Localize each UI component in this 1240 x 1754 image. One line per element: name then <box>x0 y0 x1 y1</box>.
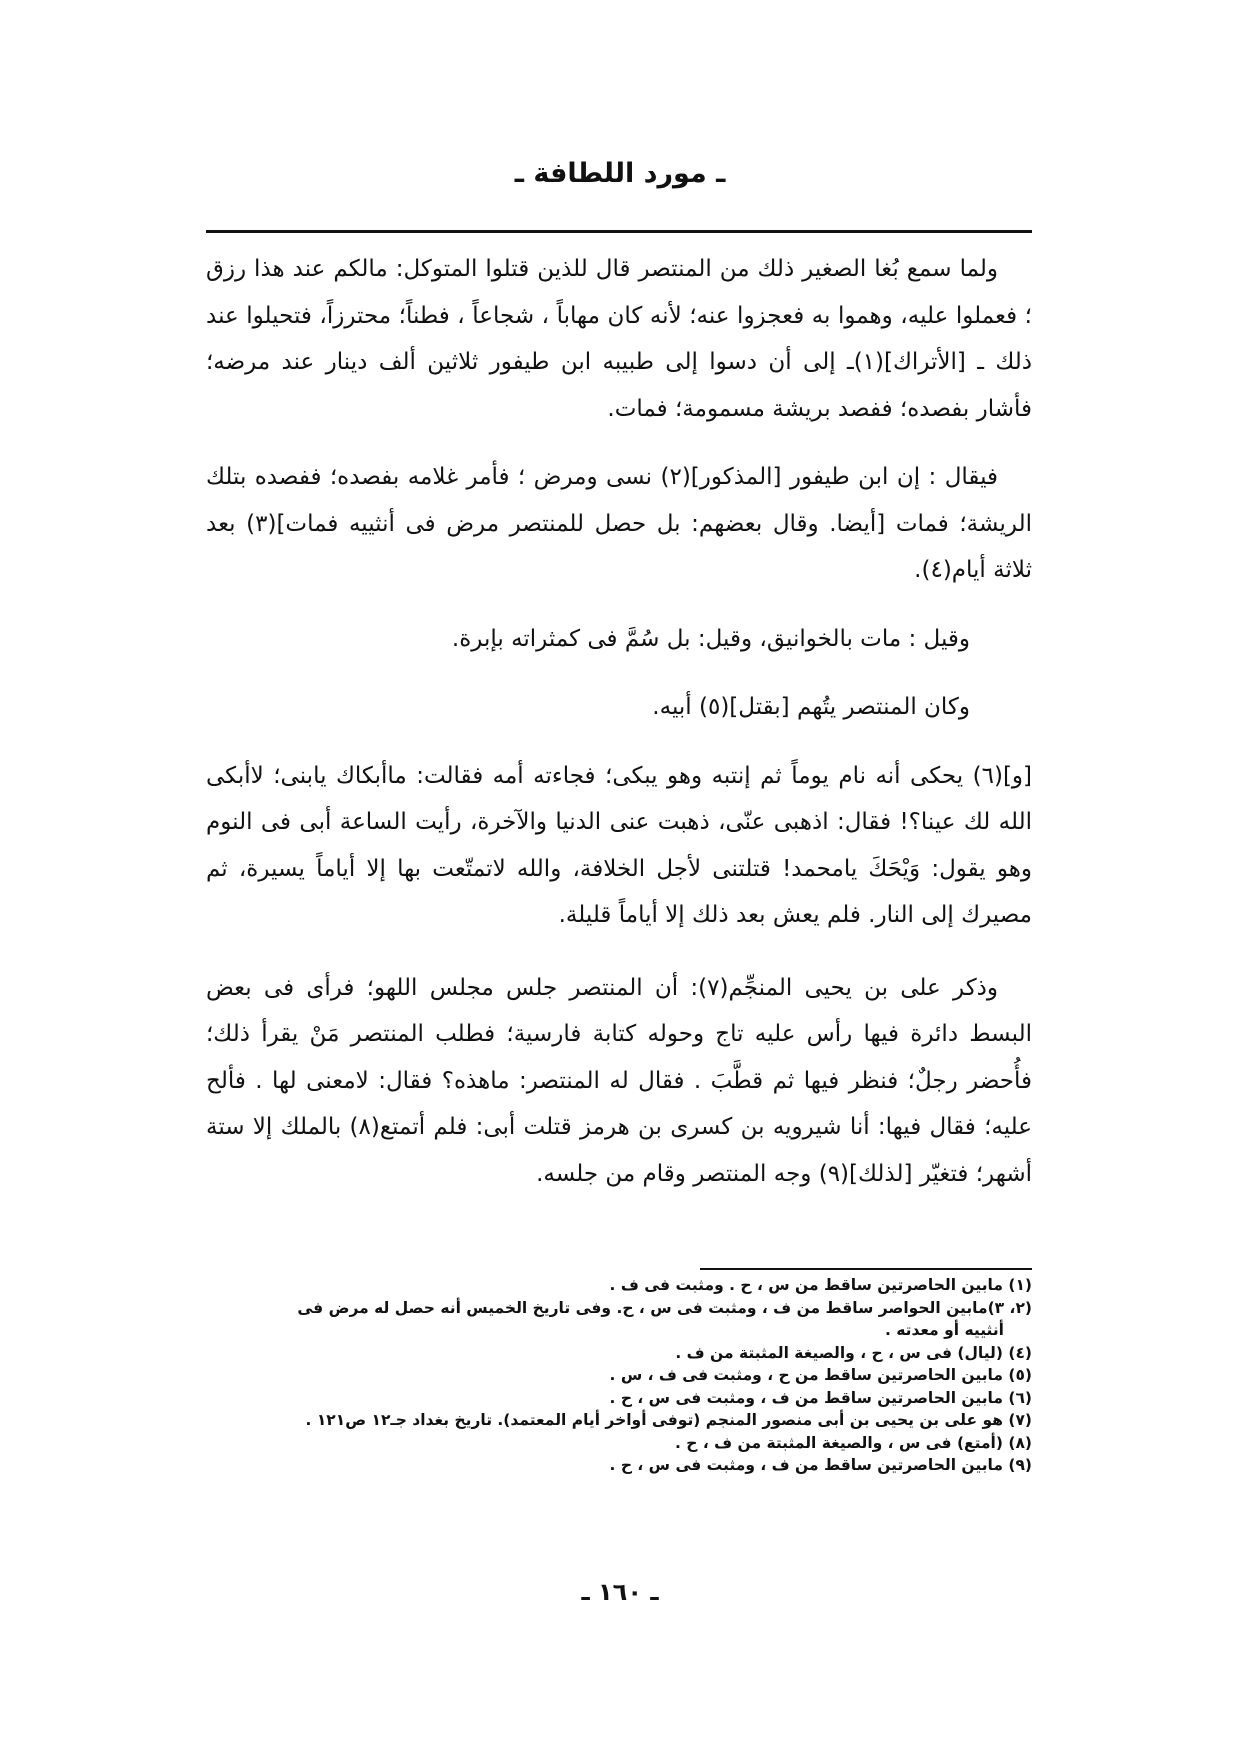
footnote-2-3: (٢، ٣)مابين الحواصر ساقط من ف ، ومثبت فى س ، ح. وفى تاريخ الخميس أنه حصل له مرض فى <box>297 1298 1032 1317</box>
main-text <box>206 246 1032 1197</box>
footnote-divider <box>700 1268 1032 1270</box>
footnote-4: (٤) (ليال) فى س ، ح ، والصيغة المثبتة من ف . <box>675 1343 1032 1362</box>
footnote-9: (٩) مابين الحاصرتين ساقط من ف ، ومثبت فى س ، ح . <box>609 1456 1032 1474</box>
paragraph-2: فيقال : إن ابن طيفور [المذكور](٢) نسى ومرض ؛ فأمر غلامه بفصده؛ ففصده بتلك الريشة؛ فمات [أيضا. وقال بعضهم: بل حصل للمنتصر مرض فى أنثييه فمات](٣) بعد ثلاثة أيام(٤). <box>206 464 1032 583</box>
footnote-7: (٧) هو على بن يحيى بن أبى منصور المنجم (توفى أواخر أيام المعتمد). تاريخ بغداد جـ١٢ ص١٢١ . <box>305 1411 1032 1429</box>
paragraph-5: [و](٦) يحكى أنه نام يوماً ثم إنتبه وهو يبكى؛ فجاءته أمه فقالت: ماأبكاك يابنى؛ لاأبكى الله لك عينا؟! فقال: اذهبى عنّى، ذهبت عنى الدنيا والآخرة، رأيت الساعة أبى فى النوم وهو يقول: وَيْحَكَ يامحمد! قتلتنى لأجل الخلافة، والله لاتمتّعت بها إلا أياماً يسيرة، ثم مصيرك إلى النار. فلم يعش بعد ذلك إلا أياماً قليلة. <box>206 762 1032 928</box>
footnote-8: (٨) (أمتع) فى س ، والصيغة المثبتة من ف ، ح . <box>674 1433 1032 1452</box>
paragraph-1: ولما سمع بُغا الصغير ذلك من المنتصر قال للذين قتلوا المتوكل: مالكم عند هذا رزق ؛ فعملوا عليه، وهموا به فعجزوا عنه؛ لأنه كان مهاباً ، شجاعاً ، فطناً؛ محترزاً، فتحيلوا عند ذلك ـ [الأتراك](١)ـ إلى أن دسوا إلى طبيبه ابن طيفور ثلاثين ألف دينار عند مرضه؛ فأشار بفصده؛ ففصد بريشة مسمومة؛ فمات. <box>206 256 1032 422</box>
paragraph-3: وقيل : مات بالخوانيق، وقيل: بل سُمَّ فى كمثراته بإبرة. <box>451 625 970 652</box>
paragraph-4: وكان المنتصر يتُهم [بقتل](٥) أبيه. <box>652 694 970 720</box>
footnote-2-3-continued: أنثييه أو معدته . <box>884 1321 1004 1339</box>
footnote-1: (١) مابين الحاصرتين ساقط من س ، ح . ومثبت فى ف . <box>609 1276 1032 1294</box>
footnote-5: (٥) مابين الحاصرتين ساقط من ح ، ومثبت فى ف ، س . <box>609 1366 1032 1384</box>
footnotes <box>206 1274 1032 1477</box>
footnote-6: (٦) مابين الحاصرتين ساقط من ف ، ومثبت فى س ، ح . <box>609 1388 1032 1407</box>
running-head-title: ـ مورد اللطافة ـ <box>514 158 726 189</box>
paragraph-6: وذكر على بن يحيى المنجِّم(٧): أن المنتصر جلس مجلس اللهو؛ فرأى فى بعض البسط دائرة فيها رأس عليه تاج وحوله كتابة فارسية؛ فطلب المنتصر مَنْ يقرأ ذلك؛ فأُحضر رجلٌ؛ فنظر فيها ثم قطَّبَ . فقال له المنتصر: ماهذه؟ فقال: لامعنى لها . فألح عليه؛ فقال فيها: أنا شيرويه بن كسرى بن هرمز قتلت أبى: فلم أتمتع(٨) بالملك إلا ستة أشهر؛ فتغيّر [لذلك](٩) وجه المنتصر وقام من جلسه. <box>206 974 1032 1187</box>
header-divider <box>206 230 1032 233</box>
page-number: ـ ١٦٠ ـ <box>581 1578 659 1606</box>
